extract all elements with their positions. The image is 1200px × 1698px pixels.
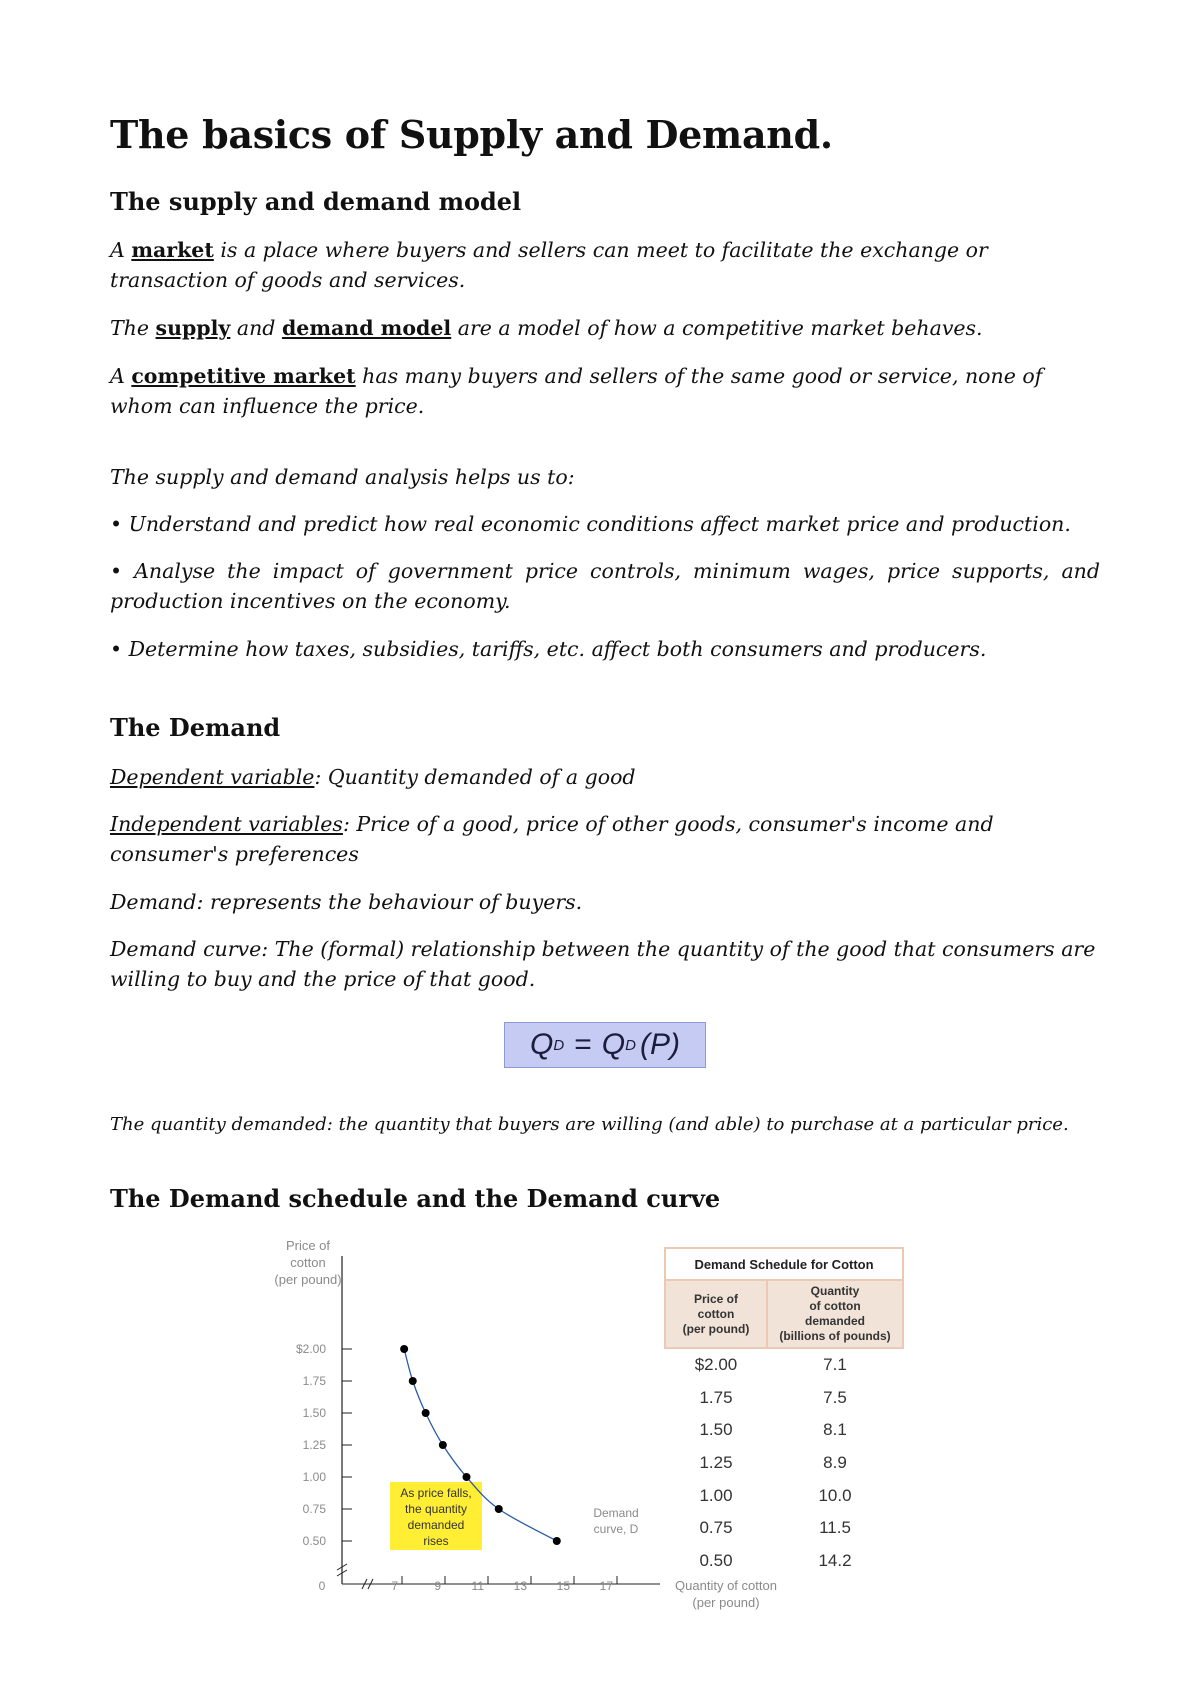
price-cell: 1.50 — [699, 1420, 733, 1440]
schedule-col-quantity-header: Quantity of cotton demanded (billions of pounds) — [767, 1280, 903, 1348]
data-point — [400, 1345, 408, 1353]
keyword-competitive-market: competitive market — [131, 364, 356, 388]
y-tick-label: 1.50 — [302, 1406, 326, 1420]
bullet-item: • Analyse the impact of government price controls, minimum wages, price supports, and production incentives on the economy. — [110, 559, 1100, 613]
annotation-text: rises — [423, 1534, 449, 1548]
quantity-cell: 8.9 — [823, 1453, 847, 1473]
demand-curve-definition: Demand curve: The (formal) relationship between the quantity of the good that consumers are willing to buy and the price of that good. — [110, 937, 1096, 991]
y-tick-label: 1.00 — [302, 1470, 326, 1484]
y-tick-label: 1.75 — [302, 1374, 326, 1388]
model-definition: The supply and demand model are a model of how a competitive market behaves. — [110, 316, 983, 340]
y-tick-label: $2.00 — [295, 1342, 326, 1356]
data-point — [422, 1409, 430, 1417]
price-cell: 1.25 — [699, 1453, 733, 1473]
price-cell: 1.75 — [699, 1387, 733, 1407]
data-point — [439, 1441, 447, 1449]
schedule-title: Demand Schedule for Cotton — [665, 1248, 903, 1280]
section-heading-model: The supply and demand model — [110, 187, 522, 216]
quantity-cell: 7.5 — [823, 1387, 847, 1407]
keyword-market: market — [131, 238, 214, 262]
series-label: curve, D — [593, 1522, 639, 1536]
table-row — [665, 1545, 903, 1578]
price-cell: $2.00 — [694, 1355, 738, 1375]
table-row — [665, 1348, 903, 1382]
y-tick-label: 1.25 — [302, 1438, 326, 1452]
quantity-cell: 14.2 — [818, 1550, 852, 1570]
quantity-demanded-note: The quantity demanded: the quantity that buyers are willing (and able) to purchase at a particular price. — [110, 1114, 1069, 1135]
demand-definition: Demand: represents the behaviour of buyers. — [110, 890, 583, 914]
series-label: Demand — [593, 1506, 639, 1520]
table-row — [665, 1512, 903, 1545]
origin-label: 0 — [318, 1579, 326, 1593]
page-title: The basics of Supply and Demand. — [110, 112, 833, 157]
table-row — [665, 1447, 903, 1480]
section-heading-demand: The Demand — [110, 713, 281, 742]
data-point — [495, 1505, 503, 1513]
demand-formula: Q D = Q D (P) — [504, 1022, 706, 1068]
section-heading-schedule: The Demand schedule and the Demand curve — [110, 1184, 721, 1213]
y-axis-label: cotton — [290, 1255, 326, 1270]
quantity-cell: 7.1 — [823, 1355, 847, 1375]
table-row — [665, 1414, 903, 1447]
price-cell: 0.75 — [699, 1518, 733, 1538]
bullet-item: • Understand and predict how real economic conditions affect market price and production. — [110, 512, 1071, 536]
price-cell: 1.00 — [699, 1485, 733, 1505]
x-axis-label: Quantity of cotton — [675, 1578, 777, 1593]
y-axis-label: Price of — [285, 1238, 331, 1253]
independent-variables: Independent variables: Price of a good, price of other goods, consumer's income and consumer's preferences — [110, 812, 994, 866]
x-tick-label: 15 — [556, 1579, 570, 1593]
competitive-market-definition: A competitive market has many buyers and sellers of the same good or service, none of whom can influence the price. — [110, 364, 1043, 418]
x-tick-label: 17 — [599, 1579, 613, 1593]
x-tick-label: 13 — [513, 1579, 527, 1593]
demand-schedule-table — [664, 1247, 904, 1577]
dependent-variable: Dependent variable: Quantity demanded of a good — [110, 765, 636, 789]
schedule-col-price-header: Price of cotton (per pound) — [665, 1280, 767, 1348]
annotation-text: As price falls, — [400, 1486, 472, 1500]
quantity-cell: 8.1 — [823, 1420, 847, 1440]
market-definition: A market is a place where buyers and sellers can meet to facilitate the exchange or transaction of goods and services. — [110, 238, 988, 292]
quantity-cell: 11.5 — [819, 1518, 851, 1538]
data-point — [553, 1537, 561, 1545]
x-tick-label: 7 — [391, 1579, 398, 1593]
data-point — [463, 1473, 471, 1481]
bullet-item: • Determine how taxes, subsidies, tariffs, etc. affect both consumers and producers. — [110, 637, 987, 661]
annotation-text: the quantity — [404, 1502, 468, 1516]
x-tick-label: 9 — [434, 1579, 441, 1593]
y-tick-label: 0.50 — [302, 1534, 326, 1548]
data-point — [409, 1377, 417, 1385]
y-tick-label: 0.75 — [302, 1502, 326, 1516]
table-row — [665, 1479, 903, 1512]
price-cell: 0.50 — [699, 1550, 733, 1570]
x-axis-label: (per pound) — [692, 1595, 760, 1610]
analysis-intro: The supply and demand analysis helps us to: — [110, 465, 575, 489]
x-tick-label: 11 — [471, 1579, 484, 1593]
keyword-supply: supply — [155, 316, 231, 340]
keyword-demand-model: demand model — [281, 316, 452, 340]
y-axis-label: (per pound) — [274, 1272, 342, 1287]
quantity-cell: 10.0 — [818, 1485, 852, 1505]
annotation-text: demanded — [407, 1518, 465, 1532]
table-row — [665, 1382, 903, 1415]
